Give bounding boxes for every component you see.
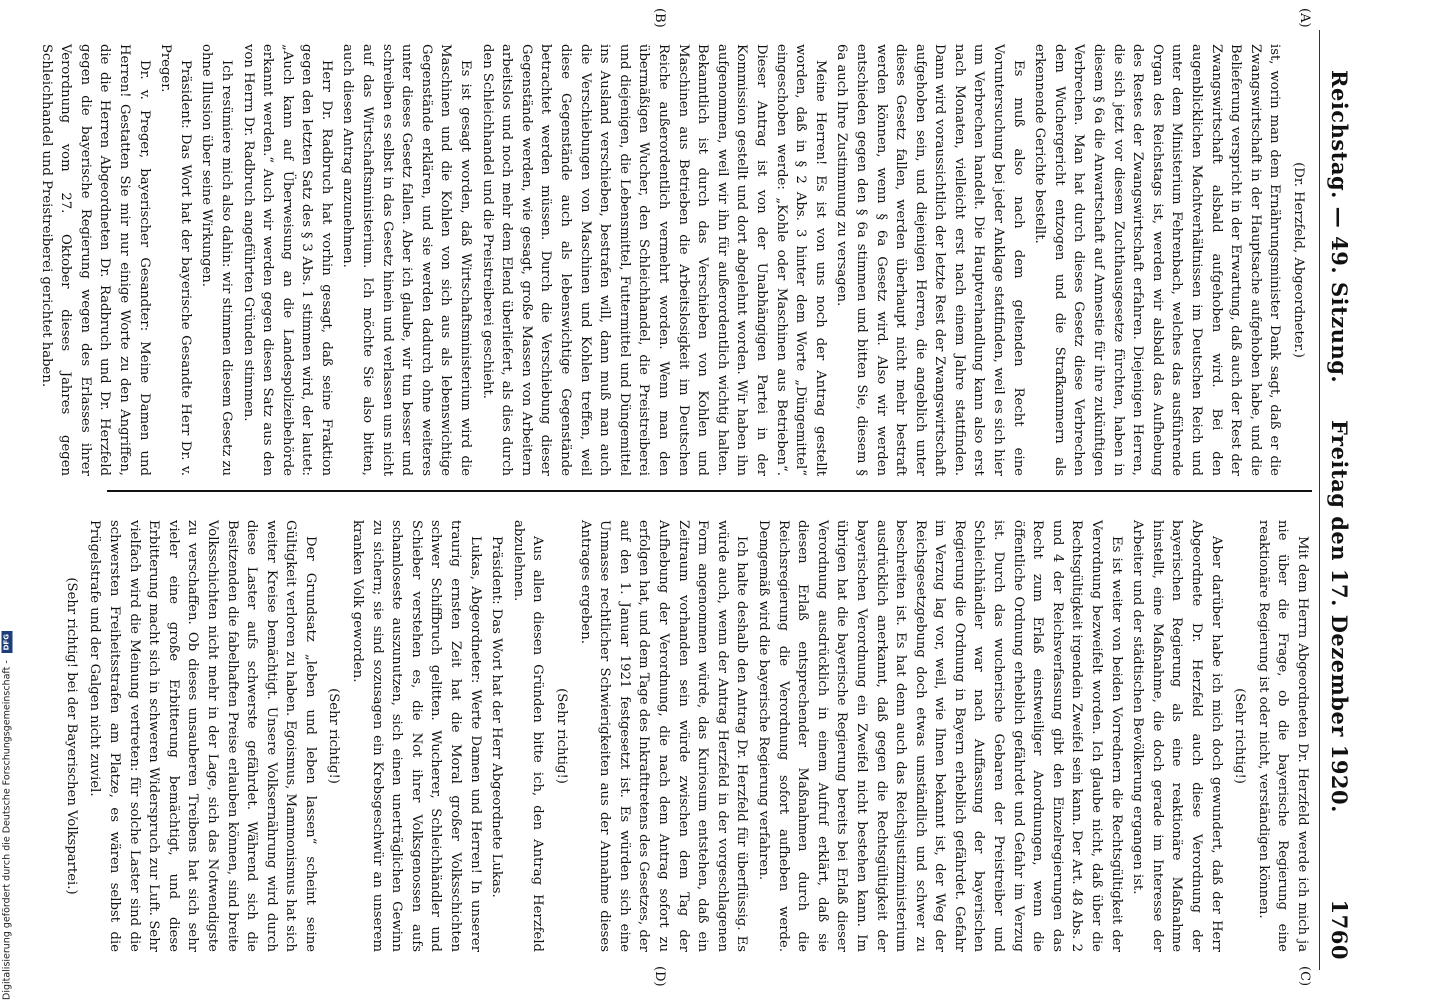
margin-marker-a: (A) [1297,8,1312,28]
margin-marker-b: (B) [652,8,667,28]
interjection: (Sehr richtig!) [326,688,342,784]
column-divider [107,490,1312,492]
paragraph: Mit dem Herrn Abgeordneten Dr. Herzfeld werde ich mich ja nie über die Frage, ob die bayerische Regierung eine reaktionäre Regierung ist oder nicht, verständigen können. [1255,520,1310,952]
right-column [63,520,1312,952]
paragraph: Lukas, Abgeordneter: Werte Damen und Herren! In unserer traurig ernsten Zeit hat die Moral großer Volksschichten schwer Schiffbruch gelitten. Wucherer, Schleichhändler und Schieber verstehen es, die Not ihrer Volksgenossen aufs schamloseste auszunutzen, sich einen unerträglichen Gewinn zu sichern; sie sind sozusagen ein Krebsgeschwür an unserem kranken Volk geworden. [350,520,483,952]
paragraph: Ich resümiere mich also dahin: wir stimmen diesem Gesetz zu ohne Illusion über seine Wirkungen. [199,44,234,476]
paragraph: Präsident: Das Wort hat der Herr Abgeordnete Lukas. [489,536,505,898]
margin-marker-d: (D) [652,966,667,987]
header-rule [1319,30,1320,970]
paragraph: Es ist weiter von beiden Vorrednern die Rechtsgültigkeit der Verordnung bezweifelt worden. Ich glaube nicht, daß über die Rechtsgültigkeit irgendein Zweifel sein kann. Der Art. 48 Abs. 2 und 4 der Reichsverfassung gibt den Einzelregierungen das Recht zum Erlaß einstweiliger Anordnungen, wenn die öffentliche Ordnung erheblich gefährdet und Gefahr im Verzug ist. Durch das wucherische Gebaren der Preistreiber und Schleichhändler war nach Auffassung der bayerischen Regierung die Ordnung in Bayern erheblich gefährdet. Gefahr im Verzug lag vor, weil, wie Ihnen bekannt ist, der Weg der Reichsgesetzgebung doch etwas umständlich und schwer zu beschreiten ist. Es hat denn auch das Reichsjustizministerium ausdrücklich anerkannt, daß gegen die Rechtsgültigkeit der bayerischen Verordnung ein Zweifel nicht bestehen kann. Im übrigen hat die bayerische Regierung bereits bei Erlaß dieser Verordnung ausdrücklich in einem Aufruf erklärt, daß sie diesen Erlaß entsprechender Maßnahmen durch die Reichsregierung die Verordnung sofort aufheben werde. Demgemäß wird die bayerische Regierung verfahren. [755,520,1124,952]
dfg-logo: DFG [2,631,13,653]
paragraph: Präsident: Das Wort hat der bayerische Gesandte Herr Dr. v. Preger. [158,44,193,476]
paragraph: Aus allen diesen Gründen bitte ich, den Antrag Herzfeld abzulehnen. [510,520,546,952]
paragraph: ist, worin man dem Ernährungsminister Dank sagt, daß er die Zwangswirtschaft in der Hauptsache aufgehoben habe, und die Belieferung verspricht in der Erwartung, daß auch der Rest der Zwangswirtschaft alsbald aufgehoben wird. Bei den augenblicklichen Machtverhältnissen im Deutschen Reich und unter dem Ministerium Fehrenbach, welches das ausführende Organ des Reichstags ist, werden wir alsbald das Aufhebung des Restes der Zwangswirtschaft erfahren. Diejenigen Herren, die sich jetzt vor diesem Zuchthausgesetze fürchten, haben in diesem § 6a die Anwartschaft auf Amnestie für ihre zukünftigen Verbrechen. Man hat durch dieses Gesetz diese Verbrechen dem Wuchergericht entzogen und die Strafkammern als erkennende Gerichte bestellt. [1032,44,1283,476]
page-number: 1760 [1327,899,1352,960]
footer-text: Digitalisierung gefördert durch die Deutsche Forschungsgemeinschaft - [1,660,13,1000]
left-column [38,44,1312,476]
page-header [1320,30,1354,970]
paragraph: Es muß also nach dem geltenden Recht eine Voruntersuchung bei jeder Anklage stattfinden, weil es sich hier um Verbrechen handelt. Die Hauptverhandlung kann also erst nach Monaten, vielleicht erst nach einem Jahre stattfinden. Dann wird voraussichtlich der letzte Rest der Zwangswirtschaft aufgehoben sein, und diejenigen Herren, die angeblich unter dieses Gesetz fallen, werden überhaupt nicht mehr bestraft werden können, wenn § 6a Gesetz wird. Also wir werden entschieden gegen den § 6a stimmen und bitten Sie, diesem § 6a auch Ihre Zustimmung zu versagen. [834,44,1026,476]
digitization-footer [2,0,18,1000]
paragraph: Aber darüber habe ich mich doch gewundert, daß der Herr Abgeordnete Dr. Herzfeld auch diese Verordnung der bayerischen Regierung als eine reaktionäre Maßnahme hinstellt, eine Maßnahme, die doch gerade im Interesse der Arbeiter und der städtischen Bevölkerung ergangen ist. [1130,520,1224,952]
paragraph: Herr Dr. Radbruch hat vorhin gesagt, daß seine Fraktion gegen den letzten Satz des § 3 Abs. 1 stimmen wird, der lautet: „Auch kann auf Überweisung an die Landespolizeibehörde erkannt werden.“ Auch wir werden gegen diesen Satz aus den von Herrn Dr. Radbruch angeführten Gründen stimmen. [240,44,334,476]
paragraph: Es ist gesagt worden, daß Wirtschaftsministerium wird die Maschinen und die Kohlen von sich aus als lebenswichtige Gegenstände erklären, und sie werden dadurch ohne weiteres unter dieses Gesetz fallen. Aber ich glaube, wir tun besser und schreiben es selbst in das Gesetz hinein und verlassen uns nicht auf das Wirtschaftsministerium. Ich möchte Sie also bitten, auch diesen Antrag anzunehmen. [340,44,474,476]
rotated-page [12,0,1372,1000]
margin-marker-c: (C) [1297,966,1312,987]
speaker-note: (Dr. Herzfeld, Abgeordneter.) [1291,162,1306,358]
paragraph: Ich halte deshalb den Antrag Dr. Herzfeld für überflüssig. Es würde auch, wenn der Antrag Herzfeld in der vorgeschlagenen Form angenommen würde, das Kuriosum entstehen, daß ein Zeitraum vorhanden sein würde zwischen dem Tag der Aufhebung der Verordnung, die nach dem Antrag sofort zu erfolgen hat, und dem Tage des Inkrafttretens des Gesetzes, der auf den 1. Januar 1921 festgesetzt ist. Es würden sich eine Unmasse rechtlicher Schwierigkeiten aus der Annahme dieses Antrages ergeben. [577,520,750,952]
paragraph: Meine Herren! Es ist von uns noch der Antrag gestellt worden, daß in § 2 Abs. 3 hinter dem Worte „Düngemittel“ eingeschoben werde: „Kohle oder Maschinen aus Betrieben“. Dieser Antrag ist von der Unabhängigen Partei in der Kommission gestellt und dort abgelehnt worden. Wir haben ihn aufgenommen, weil wir ihn für außerordentlich wichtig halten. Bekanntlich ist durch das Verschieben von Kohlen und Maschinen aus Betrieben die Arbeitslosigkeit im Deutschen Reiche außerordentlich vermehrt worden. Wenn man den übermäßigen Wucher, den Schleichhandel, die Preistreiberei und diejenigen, die Lebensmittel, Futtermittel und Düngemittel ins Ausland verschieben, bestrafen will, dann muß man auch die Verschiebungen von Maschinen und Kohlen treffen, weil diese Gegenstände auch als lebenswichtige Gegenstände betrachtet werden müssen. Durch die Verschiebung dieser Gegenstände werden, wie gesagt, große Massen von Arbeitern arbeitslos und noch mehr dem Elend überliefert, als dies durch den Schleichhandel und die Preistreiberei geschieht. [479,44,828,476]
paragraph: Der Grundsatz „leben und leben lassen“ scheint seine Gültigkeit verloren zu haben. Egoismus, Mammonismus hat sich weiter Kreise bemächtigt. Unsere Volksernährung wird durch diese Laster aufs schwerste gefährdet. Während sich die Besitzenden die fabelhaften Preise erlauben können, sind breite Volksschichten nicht mehr in der Lage, sich das Notwendigste zu verschaffen. Ob dieses unsauberen Treibens hat sich sehr vieler eine große Erbitterung bemächtigt, und diese Erbitterung macht sich in schweren Widerspruch zur Luft. Sehr vielfach wird die Meinung vertreten: für solche Laster sind die schwersten Freiheitsstrafen am Platze, es wären selbst die Prügelstrafe und der Galgen nicht zuviel. [87,520,318,952]
interjection: (Sehr richtig!) [1232,688,1248,784]
header-title: Reichstag. — 49. Sitzung. [1327,70,1352,384]
paragraph: Dr. v. Preger, bayerischer Gesandter: Meine Damen und Herren! Gestatten Sie mir nur einige Worte zu den Angriffen, die die Herren Abgeordneten Dr. Radbruch und Dr. Herzfeld gegen die bayerische Regierung wegen des Erlasses ihrer Verordnung vom 27. Oktober dieses Jahres gegen Schleichhandel und Preistreiberei gerichtet haben. [38,44,152,476]
header-date: Freitag den 17. Dezember 1920. [1327,420,1352,813]
interjection: (Sehr richtig! bei der Bayerischen Volkspartei.) [63,577,79,895]
interjection: (Sehr richtig!) [554,688,570,784]
